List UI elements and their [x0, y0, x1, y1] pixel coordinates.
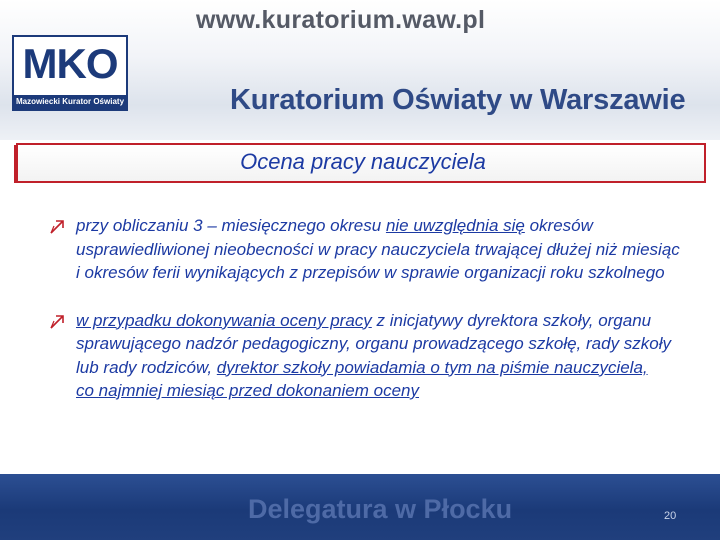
- bullet-text: [76, 216, 680, 282]
- slide-header: [0, 0, 720, 140]
- logo-caption: Mazowiecki Kurator Oświaty: [14, 95, 126, 109]
- mko-logo: [12, 35, 128, 111]
- bullet-item-2: [44, 309, 704, 403]
- text-segment: i okresów ferii wynikających z przepisów w sprawie organizacji roku szkolnego: [76, 263, 665, 282]
- bullet-item-1: [44, 214, 704, 285]
- text-segment: przy obliczaniu 3 – miesięcznego okresu: [76, 216, 386, 235]
- bullet-text: [76, 311, 671, 401]
- underlined-phrase: co najmniej miesiąc przed dokonaniem oceny: [76, 381, 420, 400]
- text-segment: okresów usprawiedliwionej nieobecności w pracy nauczyciela trwającej dłużej niż miesiąc: [76, 216, 680, 259]
- underlined-phrase: w przypadku dokonywania oceny pracy: [76, 310, 372, 330]
- page-number: 20: [664, 510, 677, 522]
- underlined-phrase: dyrektor szkoły powiadamia o tym na piśmie nauczyciela,: [216, 357, 648, 377]
- footer-branch-name: Delegatura w Płocku: [248, 494, 513, 524]
- organization-title: Kuratorium Oświaty w Warszawie: [230, 84, 686, 116]
- slide-title: Ocena pracy nauczyciela: [240, 149, 486, 174]
- underlined-phrase: nie uwzględnia się: [385, 216, 525, 235]
- slide-content: [44, 214, 704, 403]
- website-url: www.kuratorium.waw.pl: [196, 6, 486, 34]
- text-segment: z inicjatywy dyrektora szkoły, organu sprawującego nadzór pedagogiczny, organu prowadzącego szkołę, rady szkoły: [76, 310, 672, 353]
- arrow-up-right-icon: [48, 311, 68, 331]
- slide-footer: [0, 474, 720, 540]
- text-segment: lub rady rodziców,: [76, 357, 217, 377]
- logo-letters: MKO: [22, 40, 118, 87]
- title-bar: [16, 143, 706, 183]
- arrow-up-right-icon: [48, 216, 68, 236]
